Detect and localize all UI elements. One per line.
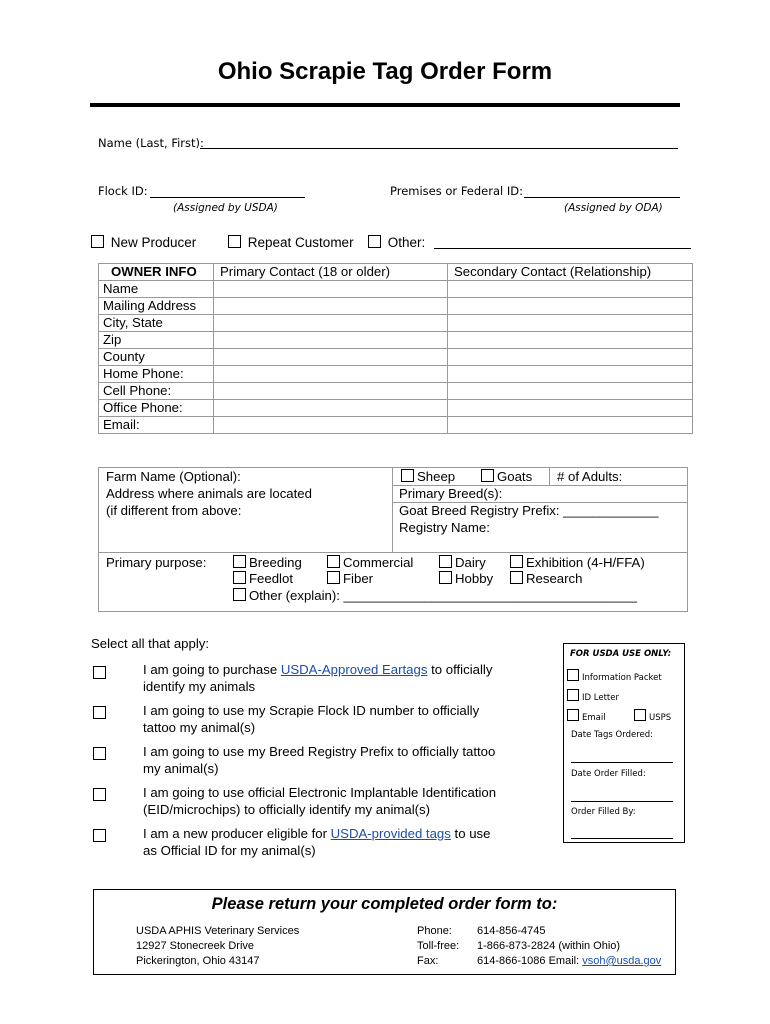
hobby-label: Hobby	[455, 571, 494, 586]
eartags-option	[143, 661, 492, 695]
commercial-checkbox[interactable]	[327, 555, 340, 568]
usps-checkbox[interactable]	[634, 709, 646, 721]
feedlot-checkbox[interactable]	[233, 571, 246, 584]
date-tags-field[interactable]	[571, 762, 673, 763]
option-text: I am going to use my Breed Registry Prefix to officially tattoo	[143, 744, 496, 759]
table-row	[99, 298, 693, 315]
primary-cell[interactable]	[214, 417, 448, 434]
eid-option	[143, 784, 496, 818]
other-field[interactable]	[434, 248, 691, 249]
primary-cell[interactable]	[214, 298, 448, 315]
address-line: Pickerington, Ohio 43147	[136, 955, 260, 967]
title-divider	[90, 103, 680, 107]
secondary-cell[interactable]	[448, 281, 693, 298]
phone-value: 614-856-4745	[477, 925, 546, 937]
goat-prefix-label: Goat Breed Registry Prefix: _____________	[399, 503, 659, 518]
usda-use-only-box	[563, 643, 685, 843]
return-heading: Please return your completed order form to:	[211, 895, 558, 913]
address-note: (if different from above:	[106, 503, 242, 518]
name-label: Name (Last, First):	[98, 136, 204, 150]
exhibition-checkbox[interactable]	[510, 555, 523, 568]
premises-label: Premises or Federal ID:	[390, 184, 523, 198]
primary-purpose-label: Primary purpose:	[106, 555, 207, 570]
breeding-checkbox[interactable]	[233, 555, 246, 568]
flock-id-note: (Assigned by USDA)	[173, 202, 278, 214]
row-label: County	[99, 349, 214, 366]
other-explain-checkbox[interactable]	[233, 588, 246, 601]
option-text: as Official ID for my animal(s)	[143, 843, 316, 858]
fax-label: Fax:	[417, 955, 439, 967]
email-link[interactable]: vsoh@usda.gov	[582, 955, 662, 967]
option-text: I am going to use my Scrapie Flock ID number to officially	[143, 703, 480, 718]
primary-cell[interactable]	[214, 400, 448, 417]
id-letter-checkbox[interactable]	[567, 689, 579, 701]
feedlot-label: Feedlot	[249, 571, 293, 586]
address-line: 12927 Stonecreek Drive	[136, 940, 255, 952]
usda-provided-tags-link[interactable]: USDA-provided tags	[330, 826, 451, 841]
secondary-cell[interactable]	[448, 400, 693, 417]
table-row	[99, 332, 693, 349]
other-explain-label: Other (explain): ________________________________________	[249, 588, 637, 603]
dairy-label: Dairy	[455, 555, 486, 570]
goats-label: Goats	[497, 469, 533, 484]
row-label: Mailing Address	[99, 298, 214, 315]
breed-prefix-option	[143, 743, 495, 777]
email-label: Email:	[548, 955, 580, 967]
fiber-checkbox[interactable]	[327, 571, 340, 584]
select-all-heading: Select all that apply:	[91, 636, 210, 651]
primary-cell[interactable]	[214, 315, 448, 332]
other-checkbox[interactable]	[368, 235, 381, 248]
tollfree-value: 1-866-873-2824 (within Ohio)	[477, 940, 621, 952]
owner-info-header: OWNER INFO	[99, 264, 214, 281]
page-title: Ohio Scrapie Tag Order Form	[217, 58, 553, 85]
email-checkbox[interactable]	[567, 709, 579, 721]
table-row	[99, 315, 693, 332]
table-row	[99, 281, 693, 298]
date-filled-label: Date Order Filled:	[571, 769, 646, 779]
research-checkbox[interactable]	[510, 571, 523, 584]
address-label: Address where animals are located	[106, 486, 312, 501]
option-text: tattoo my animal(s)	[143, 720, 256, 735]
sheep-label: Sheep	[417, 469, 456, 484]
premises-note: (Assigned by ODA)	[564, 202, 663, 214]
commercial-label: Commercial	[343, 555, 414, 570]
fax-value: 614-866-1086	[477, 955, 546, 967]
goats-checkbox[interactable]	[481, 469, 494, 482]
row-label: Office Phone:	[99, 400, 214, 417]
adults-label: # of Adults:	[557, 469, 623, 484]
flock-id-tattoo-option	[143, 702, 479, 736]
row-label: Email:	[99, 417, 214, 434]
name-field[interactable]	[200, 148, 678, 149]
fiber-label: Fiber	[343, 571, 374, 586]
row-label: Name	[99, 281, 214, 298]
secondary-cell[interactable]	[448, 383, 693, 400]
new-producer-tags-checkbox[interactable]	[93, 829, 106, 842]
premises-field[interactable]	[524, 197, 680, 198]
table-row	[99, 383, 693, 400]
secondary-cell[interactable]	[448, 315, 693, 332]
eartags-checkbox[interactable]	[93, 666, 106, 679]
option-text: (EID/microchips) to officially identify my animal(s)	[143, 802, 431, 817]
exhibition-label: Exhibition (4-H/FFA)	[526, 555, 645, 570]
primary-cell[interactable]	[214, 349, 448, 366]
info-packet-label: Information Packet	[582, 673, 662, 683]
option-text: I am going to use official Electronic Implantable Identification	[143, 785, 497, 800]
other-label: Other:	[387, 235, 426, 250]
secondary-cell[interactable]	[448, 417, 693, 434]
option-text: to officially	[427, 662, 493, 677]
row-label: City, State	[99, 315, 214, 332]
flock-id-field[interactable]	[150, 197, 305, 198]
table-row	[99, 349, 693, 366]
phone-label: Phone:	[417, 925, 452, 937]
return-address-box	[93, 889, 676, 975]
filled-by-field[interactable]	[571, 838, 673, 839]
option-text: I am a new producer eligible for	[143, 826, 331, 841]
option-text: identify my animals	[143, 679, 256, 694]
divider	[549, 468, 550, 485]
usda-use-only-heading: FOR USDA USE ONLY:	[570, 649, 672, 659]
primary-cell[interactable]	[214, 366, 448, 383]
date-tags-label: Date Tags Ordered:	[571, 730, 653, 740]
secondary-cell[interactable]	[448, 298, 693, 315]
new-producer-tags-option	[143, 825, 490, 859]
email-label: Email	[582, 713, 606, 723]
hobby-checkbox[interactable]	[439, 571, 452, 584]
table-row	[99, 400, 693, 417]
new-producer-label: New Producer	[110, 235, 197, 250]
info-packet-checkbox[interactable]	[567, 669, 579, 681]
option-text: to use	[450, 826, 491, 841]
primary-contact-header: Primary Contact (18 or older)	[214, 264, 448, 281]
divider	[392, 468, 393, 552]
table-row	[99, 417, 693, 434]
flock-id-tattoo-checkbox[interactable]	[93, 706, 106, 719]
id-letter-label: ID Letter	[582, 693, 619, 703]
secondary-cell[interactable]	[448, 332, 693, 349]
filled-by-label: Order Filled By:	[571, 807, 636, 817]
usda-approved-eartags-link[interactable]: USDA-Approved Eartags	[280, 662, 428, 677]
breeding-label: Breeding	[249, 555, 302, 570]
primary-cell[interactable]	[214, 383, 448, 400]
primary-cell[interactable]	[214, 281, 448, 298]
dairy-checkbox[interactable]	[439, 555, 452, 568]
option-text: my animal(s)	[143, 761, 219, 776]
row-label: Home Phone:	[99, 366, 214, 383]
secondary-contact-header: Secondary Contact (Relationship)	[448, 264, 693, 281]
sheep-checkbox[interactable]	[401, 469, 414, 482]
secondary-cell[interactable]	[448, 349, 693, 366]
primary-cell[interactable]	[214, 332, 448, 349]
primary-breed-label: Primary Breed(s):	[399, 486, 503, 501]
table-header-row	[99, 264, 693, 281]
divider	[99, 552, 687, 553]
farm-name-label: Farm Name (Optional):	[106, 469, 241, 484]
row-label: Zip	[99, 332, 214, 349]
address-line: USDA APHIS Veterinary Services	[136, 925, 300, 937]
row-label: Cell Phone:	[99, 383, 214, 400]
eid-checkbox[interactable]	[93, 788, 106, 801]
farm-info-box	[98, 467, 688, 612]
repeat-customer-checkbox[interactable]	[228, 235, 241, 248]
option-text: I am going to purchase	[143, 662, 281, 677]
date-filled-field[interactable]	[571, 801, 673, 802]
owner-info-table	[98, 263, 693, 434]
flock-id-label: Flock ID:	[98, 184, 148, 198]
research-label: Research	[526, 571, 583, 586]
table-row	[99, 366, 693, 383]
secondary-cell[interactable]	[448, 366, 693, 383]
usps-label: USPS	[649, 713, 672, 723]
breed-prefix-checkbox[interactable]	[93, 747, 106, 760]
new-producer-checkbox[interactable]	[91, 235, 104, 248]
tollfree-label: Toll-free:	[417, 940, 460, 952]
repeat-customer-label: Repeat Customer	[247, 235, 354, 250]
registry-name-label: Registry Name:	[399, 520, 490, 535]
